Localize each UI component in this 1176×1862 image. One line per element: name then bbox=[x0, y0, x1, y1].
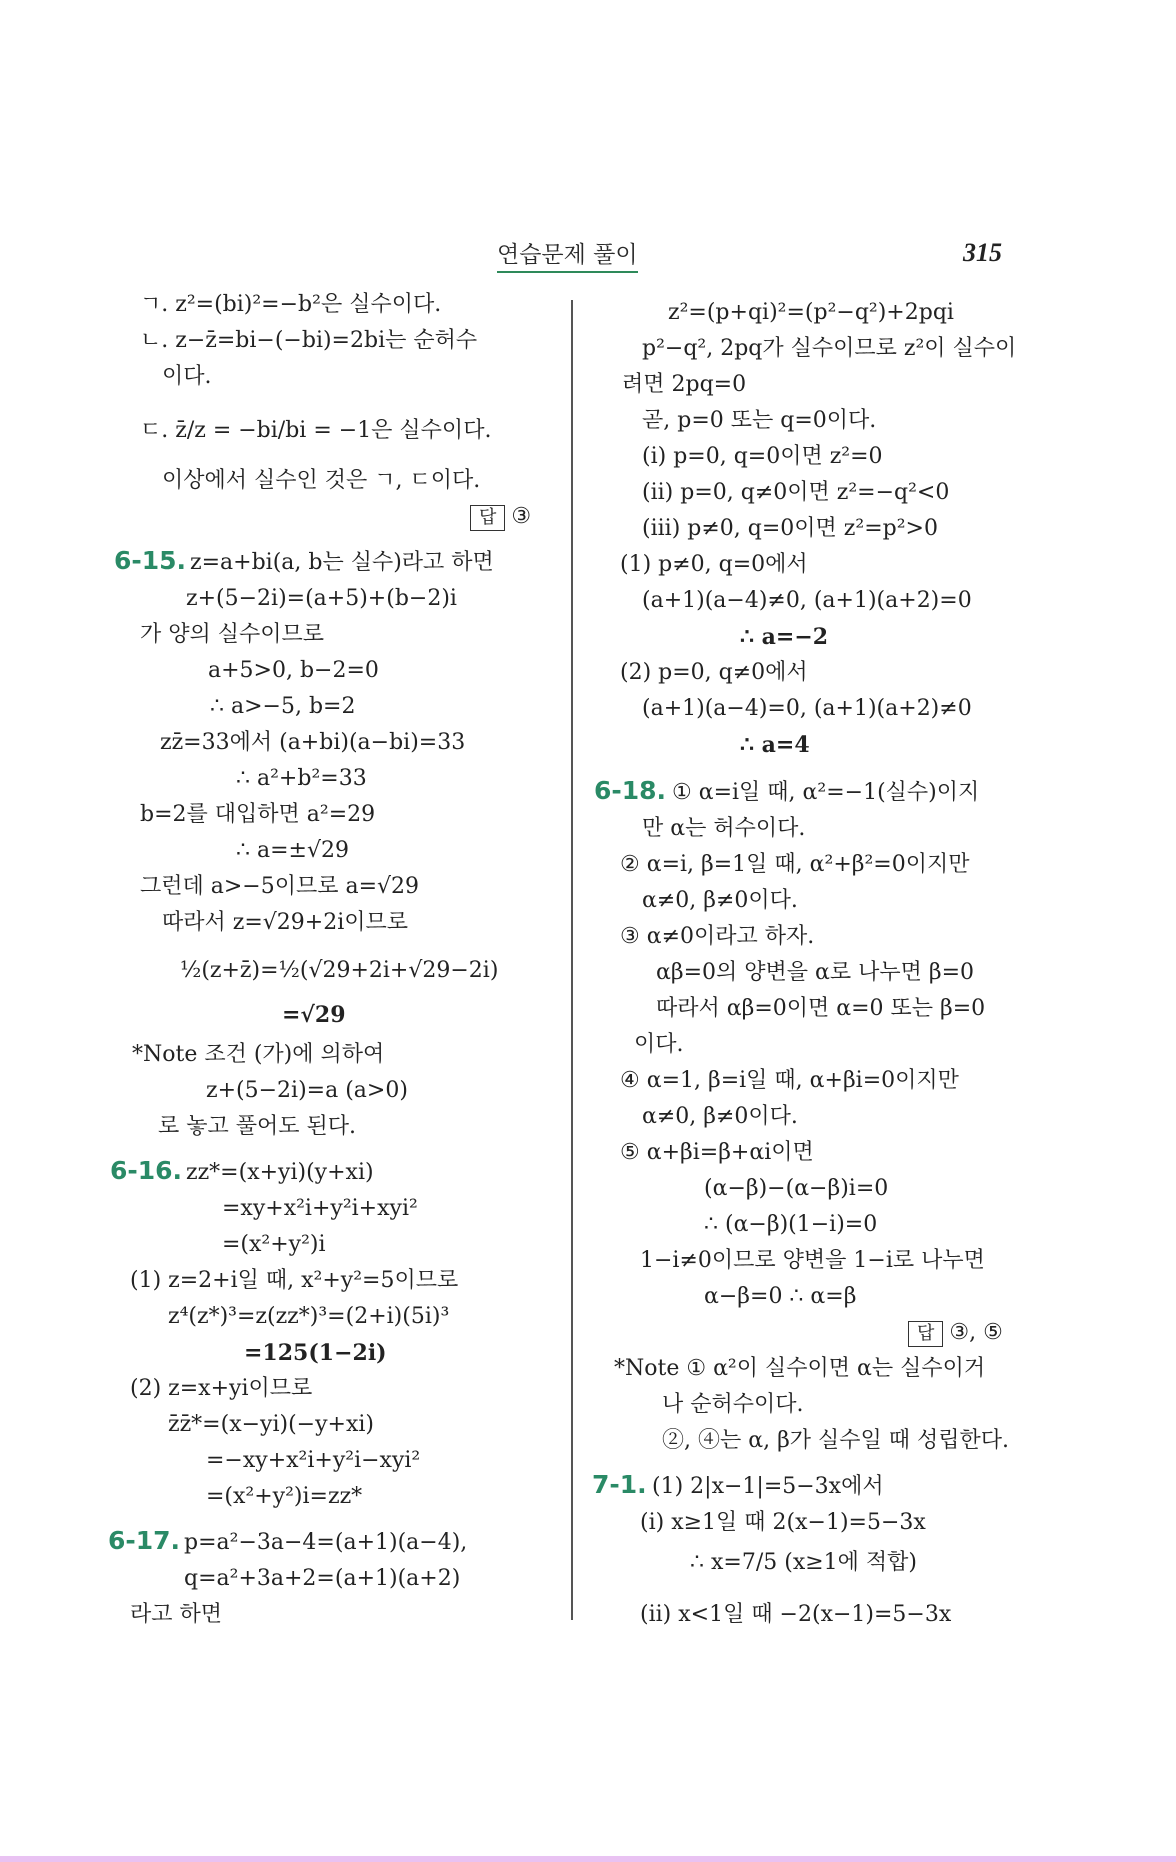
answer-label: 답 bbox=[908, 1321, 943, 1347]
text-line: α≠0, β≠0이다. bbox=[642, 888, 798, 913]
text-line: 려면 2pq=0 bbox=[622, 372, 747, 397]
text-line: b=2를 대입하면 a²=29 bbox=[140, 802, 376, 827]
text-line: ㄷ. z̄/z = −bi/bi = −1은 실수이다. bbox=[140, 418, 492, 443]
text-line: z+(5−2i)=a (a>0) bbox=[206, 1078, 408, 1103]
problem-number: 7-1. bbox=[592, 1470, 647, 1499]
text-line: α−β=0 ∴ α=β bbox=[704, 1284, 857, 1309]
text-line: z+(5−2i)=(a+5)+(b−2)i bbox=[186, 586, 457, 611]
note-line: *Note 조건 (가)에 의하여 bbox=[132, 1042, 385, 1067]
column-divider bbox=[571, 300, 573, 1620]
text-line: (iii) p≠0, q=0이면 z²=p²>0 bbox=[642, 516, 938, 541]
text-line: 그런데 a>−5이므로 a=√29 bbox=[140, 874, 420, 899]
result-line: ∴ a=−2 bbox=[740, 624, 829, 650]
text-line: (ii) p=0, q≠0이면 z²=−q²<0 bbox=[642, 480, 950, 505]
text-line: ½(z+z̄)=½(√29+2i+√29−2i) bbox=[180, 958, 499, 983]
text-line: 라고 하면 bbox=[130, 1602, 223, 1627]
text-line: zz*=(x+yi)(y+xi) bbox=[186, 1160, 374, 1185]
problem-number: 6-17. bbox=[108, 1526, 181, 1555]
text-line: 이다. bbox=[634, 1032, 684, 1057]
text-line: (i) x≥1일 때 2(x−1)=5−3x bbox=[640, 1510, 926, 1535]
text-line: q=a²+3a+2=(a+1)(a+2) bbox=[184, 1566, 461, 1591]
text-line: (a+1)(a−4)=0, (a+1)(a+2)≠0 bbox=[642, 696, 972, 721]
text-line: (1) z=2+i일 때, x²+y²=5이므로 bbox=[130, 1268, 459, 1293]
page-edge-strip bbox=[0, 1856, 1176, 1862]
answer-box bbox=[908, 1318, 1003, 1348]
text-line: =xy+x²i+y²i+xyi² bbox=[222, 1196, 418, 1221]
text-line: z⁴(z*)³=z(zz*)³=(2+i)(5i)³ bbox=[168, 1304, 450, 1329]
text-line: ②, ④는 α, β가 실수일 때 성립한다. bbox=[662, 1428, 1010, 1453]
text-line: 이다. bbox=[162, 364, 212, 389]
text-line: 곧, p=0 또는 q=0이다. bbox=[642, 408, 877, 433]
text-line: 만 α는 허수이다. bbox=[642, 816, 806, 841]
text-line: =−xy+x²i+y²i−xyi² bbox=[206, 1448, 421, 1473]
answer-value: ③ bbox=[511, 504, 532, 529]
answer-label: 답 bbox=[470, 505, 505, 531]
text-line: (1) p≠0, q=0에서 bbox=[620, 552, 808, 577]
text-line: p²−q², 2pq가 실수이므로 z²이 실수이 bbox=[642, 336, 1017, 361]
result-line: =125(1−2i) bbox=[244, 1340, 387, 1366]
note-line: *Note ① α²이 실수이면 α는 실수이거 bbox=[614, 1356, 986, 1381]
text-line: (2) z=x+yi이므로 bbox=[130, 1376, 313, 1401]
text-line: 따라서 αβ=0이면 α=0 또는 β=0 bbox=[656, 996, 986, 1021]
problem-number: 6-16. bbox=[110, 1156, 183, 1185]
text-line: z̄z̄*=(x−yi)(−y+xi) bbox=[168, 1412, 374, 1437]
text-line: (a+1)(a−4)≠0, (a+1)(a+2)=0 bbox=[642, 588, 972, 613]
result-line: =√29 bbox=[282, 1002, 346, 1028]
text-line: ∴ a=±√29 bbox=[236, 838, 349, 863]
text-line: 나 순허수이다. bbox=[662, 1392, 804, 1417]
text-line: αβ=0의 양변을 α로 나누면 β=0 bbox=[656, 960, 975, 985]
result-line: ∴ a=4 bbox=[740, 732, 810, 758]
text-line: 이상에서 실수인 것은 ㄱ, ㄷ이다. bbox=[162, 468, 481, 493]
answer-value: ③, ⑤ bbox=[949, 1320, 1003, 1345]
text-line: ④ α=1, β=i일 때, α+βi=0이지만 bbox=[620, 1068, 959, 1093]
text-line: z=a+bi(a, b는 실수)라고 하면 bbox=[190, 550, 494, 575]
text-line: a+5>0, b−2=0 bbox=[208, 658, 379, 683]
text-line: ∴ x=7/5 (x≥1에 적합) bbox=[690, 1550, 917, 1575]
section-title: 연습문제 풀이 bbox=[497, 236, 638, 273]
page-number: 315 bbox=[963, 238, 1002, 267]
text-line: z²=(p+qi)²=(p²−q²)+2pqi bbox=[668, 300, 954, 325]
text-line: =(x²+y²)i bbox=[222, 1232, 326, 1257]
text-line: 로 놓고 풀어도 된다. bbox=[158, 1114, 356, 1139]
text-line: p=a²−3a−4=(a+1)(a−4), bbox=[184, 1530, 468, 1555]
text-line: (α−β)−(α−β)i=0 bbox=[704, 1176, 889, 1201]
text-line: zz̄=33에서 (a+bi)(a−bi)=33 bbox=[160, 730, 466, 755]
text-line: ∴ a²+b²=33 bbox=[236, 766, 367, 791]
text-line: 따라서 z=√29+2i이므로 bbox=[162, 910, 409, 935]
text-line: ① α=i일 때, α²=−1(실수)이지 bbox=[672, 780, 980, 805]
text-line: (ii) x<1일 때 −2(x−1)=5−3x bbox=[640, 1602, 952, 1627]
text-line: (1) 2|x−1|=5−3x에서 bbox=[652, 1474, 884, 1499]
text-line: ㄱ. z²=(bi)²=−b²은 실수이다. bbox=[140, 292, 442, 317]
text-line: 1−i≠0이므로 양변을 1−i로 나누면 bbox=[640, 1248, 985, 1273]
text-line: (i) p=0, q=0이면 z²=0 bbox=[642, 444, 883, 469]
text-line: ㄴ. z−z̄=bi−(−bi)=2bi는 순허수 bbox=[140, 328, 478, 353]
text-line: ∴ a>−5, b=2 bbox=[210, 694, 356, 719]
text-line: α≠0, β≠0이다. bbox=[642, 1104, 798, 1129]
text-line: (2) p=0, q≠0에서 bbox=[620, 660, 808, 685]
text-line: ③ α≠0이라고 하자. bbox=[620, 924, 815, 949]
text-line: 가 양의 실수이므로 bbox=[140, 622, 325, 647]
text-line: ⑤ α+βi=β+αi이면 bbox=[620, 1140, 814, 1165]
answer-box bbox=[470, 502, 531, 532]
text-line: ② α=i, β=1일 때, α²+β²=0이지만 bbox=[620, 852, 970, 877]
problem-number: 6-18. bbox=[594, 776, 667, 805]
problem-number: 6-15. bbox=[114, 546, 187, 575]
text-line: ∴ (α−β)(1−i)=0 bbox=[704, 1212, 878, 1237]
text-line: =(x²+y²)i=zz* bbox=[206, 1484, 363, 1509]
